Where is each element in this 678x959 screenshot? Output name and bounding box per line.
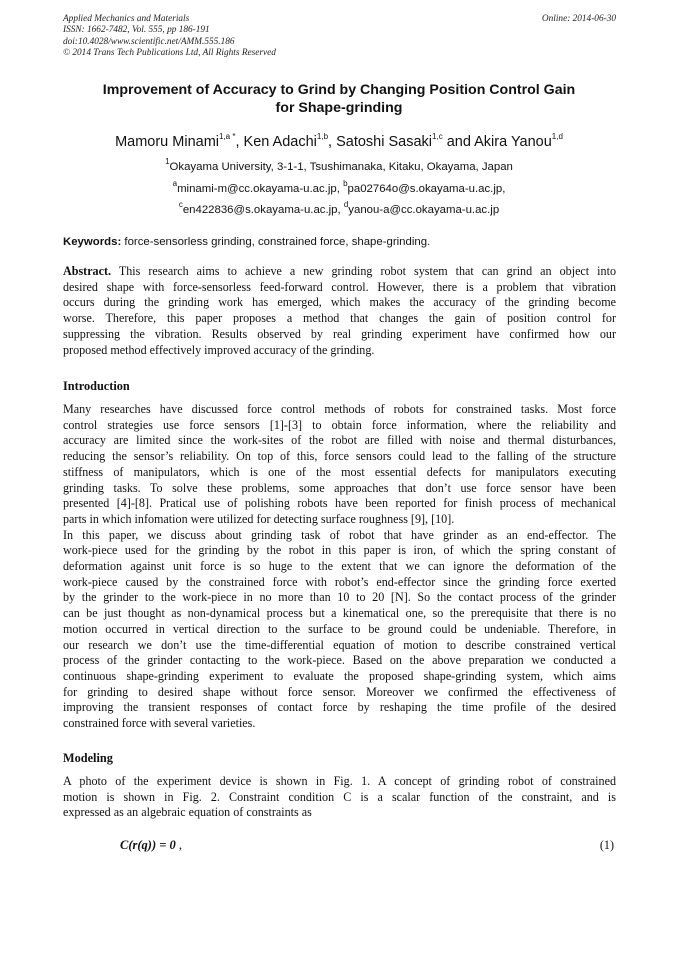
email-sup: c xyxy=(178,200,183,209)
title-line-2: for Shape-grinding xyxy=(275,100,403,116)
abstract-line: proposed method effectively improved accuracy of the grinding. xyxy=(63,342,375,357)
body-line: grinding tasks. To solve these problems, some approaches that don’t use force sensor have been xyxy=(63,480,616,495)
email-sup: d xyxy=(343,200,349,209)
email-line-2 xyxy=(40,199,638,217)
body-line: constrained force with several varieties. xyxy=(63,716,256,731)
introduction-paragraph xyxy=(63,402,616,732)
doi-line: doi:10.4028/www.scientific.net/AMM.555.186 xyxy=(63,36,235,47)
journal-header xyxy=(63,14,616,60)
body-line: process of the grinder contacting to the work-piece. Based on the above preparation we conducted a xyxy=(63,653,616,668)
email-line-1 xyxy=(40,178,638,196)
section-heading-modeling: Modeling xyxy=(63,751,113,765)
body-line: deformation against unit force is so huge to the extent that we can ignore the deformation of the xyxy=(63,559,616,574)
journal-name: Applied Mechanics and Materials xyxy=(63,14,190,24)
abstract-label: Abstract. xyxy=(63,264,112,278)
body-line: parts in which infomation were utilized for detecting surface roughness [9], [10]. xyxy=(63,511,455,526)
body-line: presented [4]-[8]. Pratical use of polishing robots have been reported for finish process of mechanical xyxy=(63,496,616,511)
body-line: for grinding to desired shape without force sensor. Moreover we confirmed the effectiveness of xyxy=(63,684,616,699)
equation-text: C(r(q)) = 0 xyxy=(120,838,176,852)
abstract-line: Abstract. This research aims to achieve a new grinding robot system that can grind an object into xyxy=(63,264,616,278)
author-name: Mamoru Minami xyxy=(115,133,219,150)
equation-number: (1) xyxy=(599,838,614,852)
abstract-paragraph xyxy=(63,264,616,358)
issn-line: ISSN: 1662-7482, Vol. 555, pp 186-191 xyxy=(63,25,210,36)
email-address: yanou-a@cc.okayama-u.ac.jp xyxy=(348,203,500,216)
author-sup: 1,a * xyxy=(219,132,236,141)
body-line: improving the transient responses of contact force by reshaping the time profile of the desired xyxy=(63,700,616,715)
author-sup: 1,b xyxy=(316,132,329,141)
keywords-label: Keywords: xyxy=(63,236,122,248)
keywords xyxy=(63,235,616,249)
body-line: control strategies use force sensors [1]-[3] to obtain force information, where the reliability and xyxy=(63,417,616,432)
email-address: en422836@s.okayama-u.ac.jp, xyxy=(182,203,344,216)
body-line: Many researches have discussed force control methods of robots for constrained tasks. Most force xyxy=(63,402,616,416)
body-line: continuous shape-grinding experiment to evaluate the proposed shape-grinding system, which aims xyxy=(63,668,616,683)
section-heading-introduction: Introduction xyxy=(63,379,130,393)
affiliation-text: Okayama University, 3-1-1, Tsushimanaka, Kitaku, Okayama, Japan xyxy=(169,160,513,173)
affiliation-sup: 1 xyxy=(165,157,170,166)
title-line-1: Improvement of Accuracy to Grind by Changing Position Control Gain xyxy=(102,82,576,98)
body-line: can be just thought as non-dynamical process but a kinematical one, so the prerequisite that there is no xyxy=(63,606,616,621)
body-line: our research we don’t use the time-differential equation of motion to describe constrained vertical xyxy=(63,637,616,652)
online-date: Online: 2014-06-30 xyxy=(541,14,616,24)
abstract-line: desired shape with force-sensorless feed-forward control. However, there is a problem that vibration xyxy=(63,279,616,294)
body-line: work-piece used for the grinding by the robot in this paper is iron, of which the spring constant of xyxy=(63,543,616,558)
abstract-line: suppressing the vibration. Results observed by real grinding experiment have confirmed how our xyxy=(63,326,616,341)
author-name: Akira Yanou xyxy=(474,133,552,150)
copyright-line: © 2014 Trans Tech Publications Ltd, All Rights Reserved xyxy=(63,48,276,59)
affiliation xyxy=(40,156,638,174)
body-line: work-piece caused by the constrained force with robot’s end-effector since the grinding force exerted xyxy=(63,574,616,589)
body-line: motion is shown in Fig. 2. Constraint condition C is a scalar function of the constraint, and is xyxy=(63,789,616,804)
author-separator: , xyxy=(328,133,337,150)
body-line: motion occurred in vertical direction to the surface to be ground could be undeniable. Therefore, in xyxy=(63,621,616,636)
author-name: Ken Adachi xyxy=(243,133,317,150)
paper-title xyxy=(40,81,638,117)
author-sup: 1,c xyxy=(432,132,443,141)
body-line: stiffness of manipulators, which is one of the most essential defects for manipulators executing xyxy=(63,464,616,479)
body-line: accuracy are limited since the work-sites of the robot are filled with noise and thermal disturbances, xyxy=(63,433,616,448)
author-separator: , xyxy=(235,133,244,150)
author-list xyxy=(40,129,638,151)
equation-1 xyxy=(120,838,182,853)
body-line: expressed as an algebraic equation of constraints as xyxy=(63,805,312,820)
abstract-line: worse. Therefore, this paper proposes a method that changes the gain of position control for xyxy=(63,311,616,326)
author-separator: and xyxy=(442,133,475,150)
abstract-line: occurs during the grinding work has emerged, which makes the accuracy of the grinding become xyxy=(63,295,616,310)
email-address: minami-m@cc.okayama-u.ac.jp, xyxy=(177,182,344,195)
equation-suffix: , xyxy=(175,838,182,852)
body-line: reducing the sensor’s reliability. On top of this, force sensors could lead to the falling of the structure xyxy=(63,449,616,464)
body-line: A photo of the experiment device is shown in Fig. 1. A concept of grinding robot of constrained xyxy=(63,774,616,788)
email-sup: a xyxy=(172,179,178,188)
email-address: pa02764o@s.okayama-u.ac.jp, xyxy=(347,182,506,195)
body-line: by the grinder to the work-piece in no more than 10 to 20 [N]. So the contact process of the grinder xyxy=(63,590,616,605)
keywords-text: force-sensorless grinding, constrained force, shape-grinding. xyxy=(121,236,431,248)
author-name: Satoshi Sasaki xyxy=(336,133,433,150)
body-line: In this paper, we discuss about grinding task of robot that have grinder as an end-effector. The xyxy=(63,527,616,542)
email-sup: b xyxy=(343,179,348,188)
modeling-paragraph xyxy=(63,774,616,821)
author-sup: 1,d xyxy=(551,132,563,141)
